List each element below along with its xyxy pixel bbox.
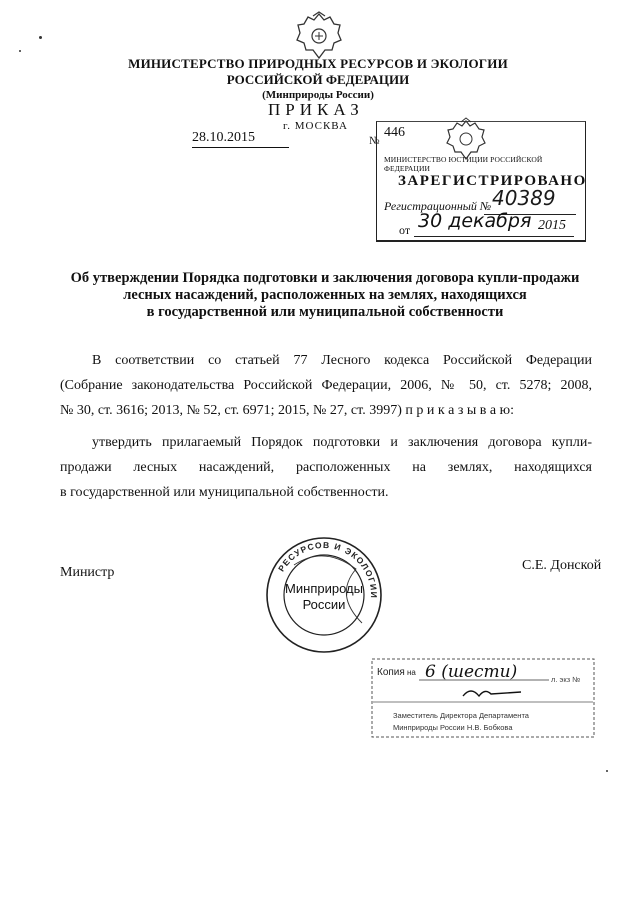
signatory-position: Министр bbox=[60, 565, 115, 580]
order-title-line3: в государственной или муниципальной собственности bbox=[146, 304, 504, 320]
registration-date-underline bbox=[414, 236, 574, 237]
body-line-1: В соответствии со статьей 77 Лесного кодекса Российской Федерации bbox=[92, 353, 592, 368]
registration-year: 2015 bbox=[538, 218, 566, 233]
registration-number: 40389 bbox=[492, 186, 556, 210]
registration-date-handwritten: 30 декабря bbox=[418, 210, 532, 232]
registration-ministry: МИНИСТЕРСТВО ЮСТИЦИИ РОССИЙСКОЙ ФЕДЕРАЦИИ bbox=[384, 155, 543, 173]
signatory-name: С.Е. Донской bbox=[522, 558, 602, 573]
seal-center-line1: Минприроды bbox=[285, 581, 363, 596]
order-title-line2: лесных насаждений, расположенных на землях, находящихся bbox=[123, 287, 527, 303]
seal-center-line2: России bbox=[302, 597, 346, 612]
order-title-line1: Об утверждении Порядка подготовки и заключения договора купли-продажи bbox=[70, 270, 580, 286]
scan-speck bbox=[39, 36, 42, 39]
copy-handwritten-signature bbox=[463, 691, 521, 696]
scan-speck bbox=[19, 50, 21, 52]
seal-ring-text: РЕСУРСОВ И ЭКОЛОГИИ bbox=[275, 539, 380, 599]
copy-sheets-handwritten: 6 (шести) bbox=[425, 662, 518, 682]
copy-sheets-label: л. экз № bbox=[551, 675, 581, 684]
document-type: ПРИКАЗ bbox=[268, 100, 364, 119]
ministry-short-name: (Минприроды России) bbox=[262, 89, 374, 101]
body-line-2: (Собрание законодательства Российской Федерации, 2006, № 50, ст. 5278; 2008, bbox=[60, 378, 592, 393]
copy-position-line1: Заместитель Директора Департамента bbox=[393, 711, 529, 720]
copy-certification-stamp bbox=[371, 658, 595, 738]
registration-title: ЗАРЕГИСТРИРОВАНО bbox=[398, 173, 587, 189]
ministry-name-line2: РОССИЙСКОЙ ФЕДЕРАЦИИ bbox=[226, 72, 410, 87]
registration-number-label: Регистрационный № bbox=[384, 199, 492, 213]
registration-date-prefix: от bbox=[399, 223, 411, 237]
official-round-seal bbox=[264, 535, 384, 655]
body-line-4: утвердить прилагаемый Порядок подготовки и заключения договора купли- bbox=[92, 435, 592, 450]
copy-position-line2: Минприроды России Н.В. Бобкова bbox=[393, 723, 513, 732]
ministry-name-line1: МИНИСТЕРСТВО ПРИРОДНЫХ РЕСУРСОВ И ЭКОЛОГИИ bbox=[128, 56, 508, 71]
scan-speck bbox=[606, 770, 608, 772]
order-number: 446 bbox=[384, 125, 405, 140]
body-line-3: № 30, ст. 3616; 2013, № 52, ст. 6971; 2015, № 27, ст. 3997) п р и к а з ы в а ю: bbox=[60, 403, 514, 418]
order-date: 28.10.2015 bbox=[192, 130, 289, 148]
body-line-6: в государственной или муниципальной собственности. bbox=[60, 485, 389, 500]
copy-label: Копия bbox=[377, 667, 405, 678]
city: г. МОСКВА bbox=[283, 120, 348, 132]
body-line-5: продажи лесных насаждений, расположенных на землях, находящихся bbox=[60, 460, 592, 475]
order-number-label: № bbox=[369, 135, 380, 147]
copy-on-label: на bbox=[407, 668, 416, 677]
coat-of-arms-emblem bbox=[294, 10, 344, 62]
